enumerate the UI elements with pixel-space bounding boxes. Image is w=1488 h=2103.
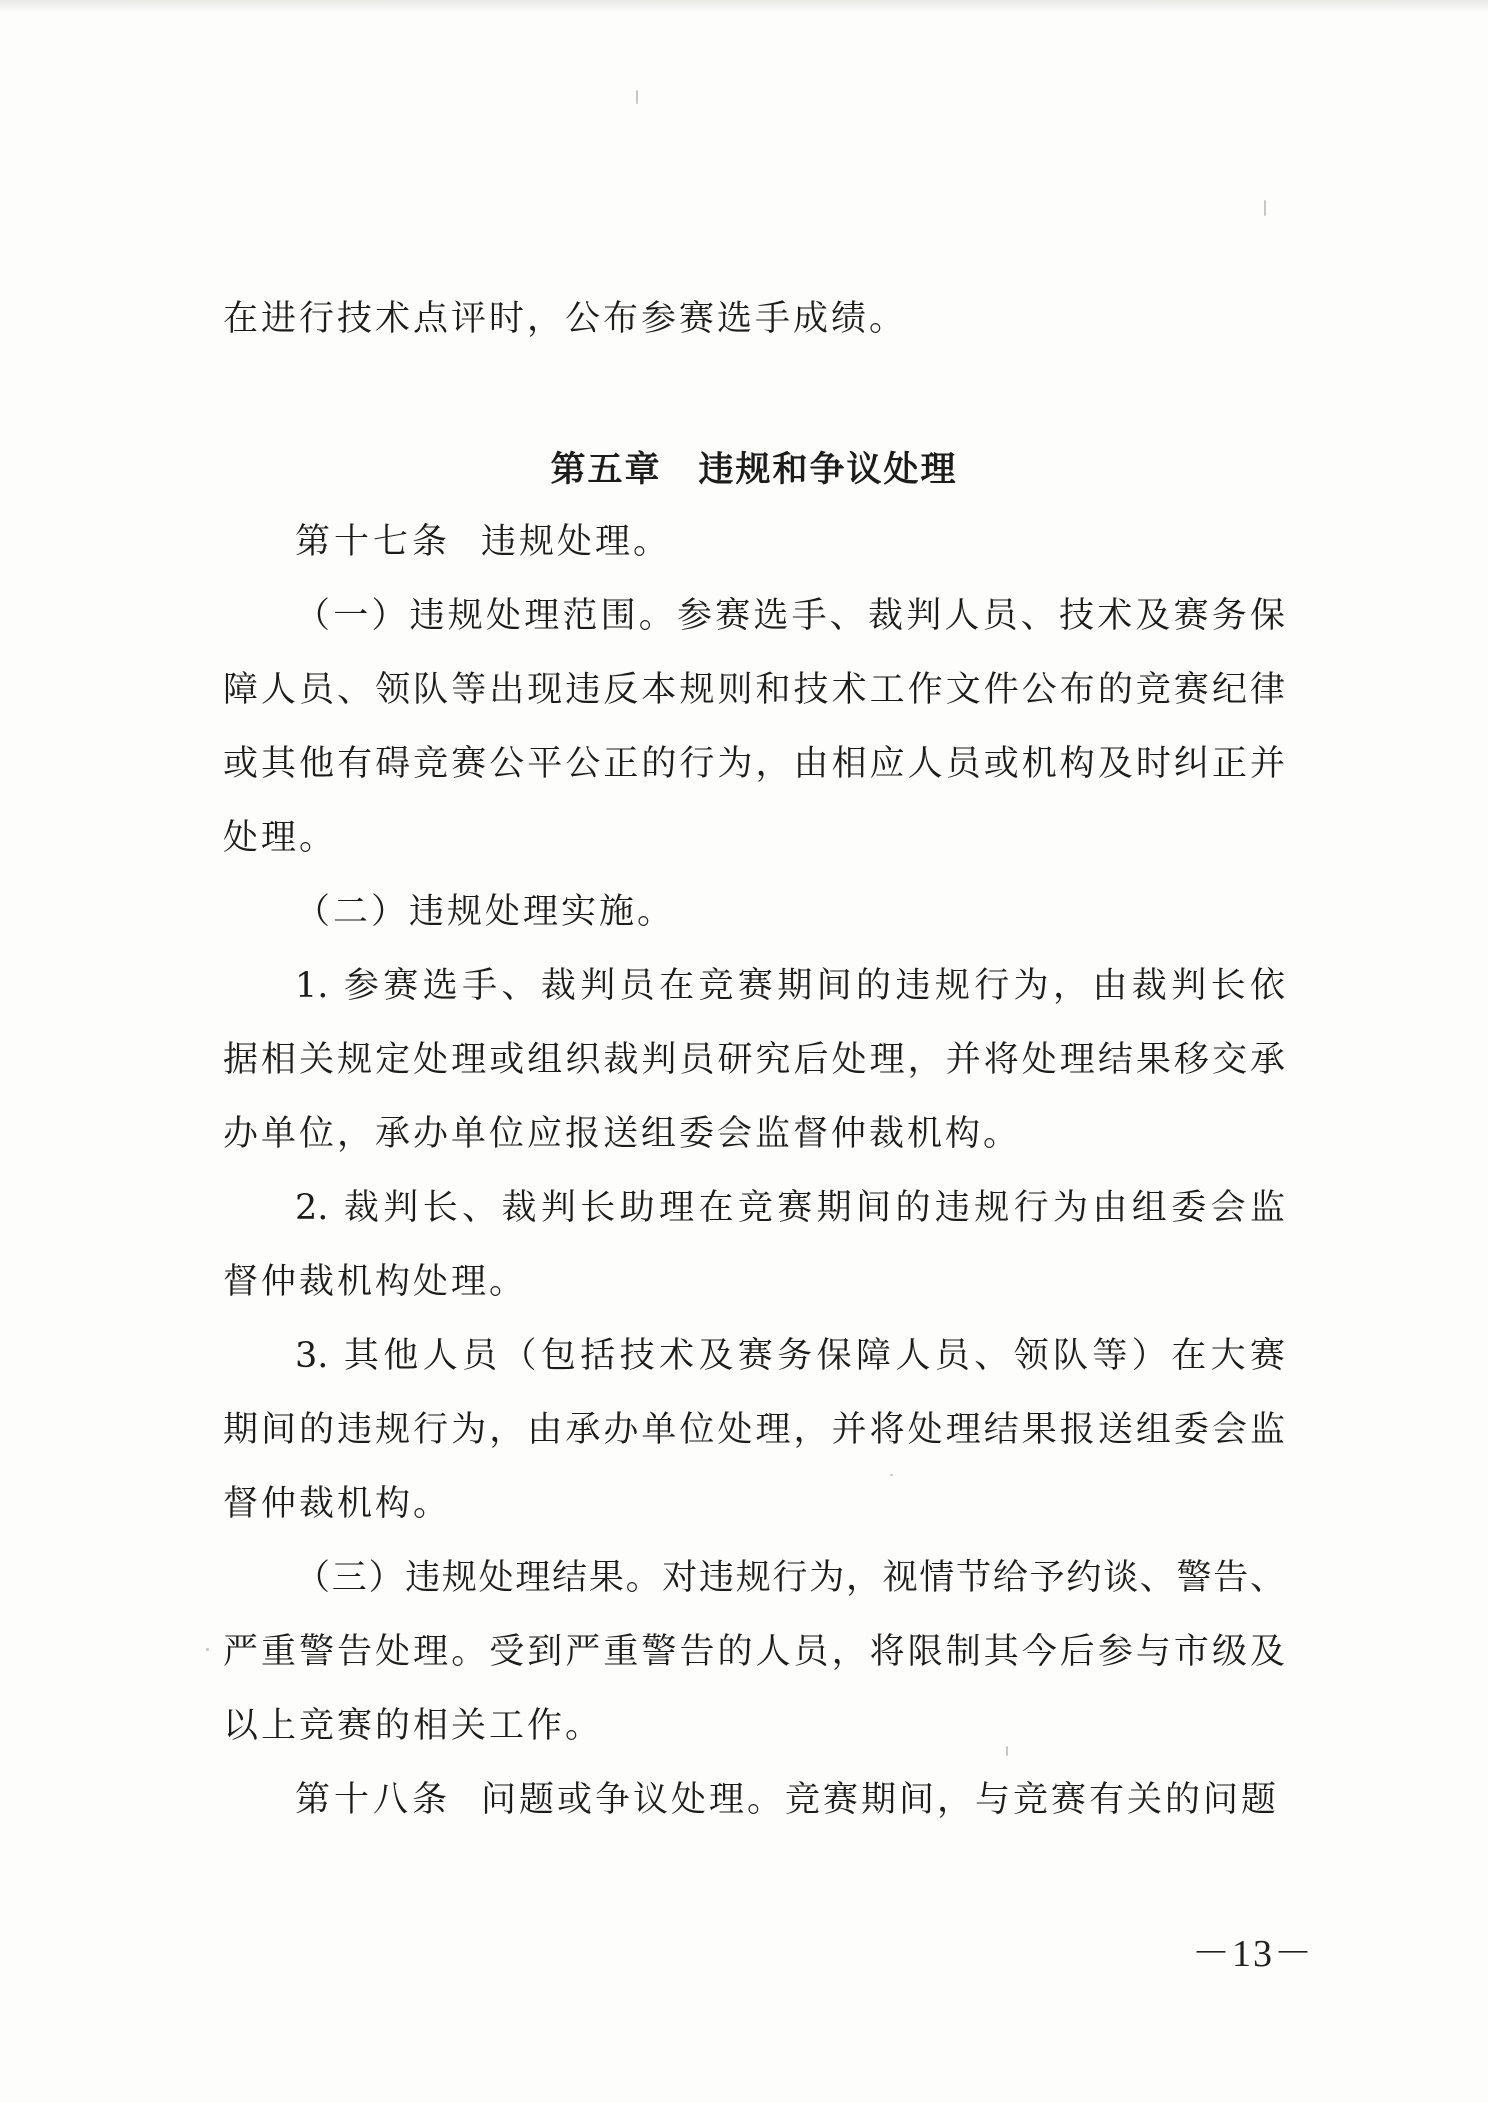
- paragraph-line: 或其他有碍竞赛公平公正的行为，由相应人员或机构及时纠正并: [223, 744, 1285, 784]
- paragraph-line: （一）违规处理范围。参赛选手、裁判人员、技术及赛务保: [295, 596, 1285, 636]
- section-heading: （二）违规处理实施。: [295, 892, 676, 932]
- scan-speck: [1006, 1746, 1008, 1756]
- paragraph-line: 1. 参赛选手、裁判员在竞赛期间的违规行为，由裁判长依: [295, 966, 1285, 1006]
- article-title: 违规处理。: [481, 522, 672, 562]
- scan-speck: [1264, 200, 1266, 216]
- paragraph-line: 以上竞赛的相关工作。: [223, 1706, 604, 1746]
- paragraph-line: 处理。: [223, 818, 338, 858]
- paragraph-line: 督仲裁机构处理。: [223, 1262, 528, 1302]
- paragraph-line: 办单位，承办单位应报送组委会监督仲裁机构。: [223, 1114, 1022, 1154]
- scan-edge: [0, 0, 1488, 14]
- chapter-heading: 第五章 违规和争议处理: [550, 450, 958, 490]
- scan-speck: [206, 1648, 209, 1651]
- article-number: 第十八条: [295, 1780, 452, 1820]
- continuation-line: 在进行技术点评时，公布参赛选手成绩。: [223, 299, 908, 339]
- paragraph-line: 障人员、领队等出现违反本规则和技术工作文件公布的竞赛纪律: [223, 670, 1285, 710]
- article-text: 问题或争议处理。竞赛期间，与竞赛有关的问题: [481, 1780, 1280, 1820]
- page-number: －13－: [1192, 1933, 1315, 1975]
- scan-speck: [890, 1474, 893, 1476]
- paragraph-line: 3. 其他人员（包括技术及赛务保障人员、领队等）在大赛: [295, 1336, 1285, 1376]
- article-number: 第十七条: [295, 522, 452, 562]
- article-18: [295, 1778, 1279, 1822]
- paragraph-line: 2. 裁判长、裁判长助理在竞赛期间的违规行为由组委会监: [295, 1188, 1285, 1228]
- paragraph-line: 期间的违规行为，由承办单位处理，并将处理结果报送组委会监: [223, 1410, 1285, 1450]
- scan-speck: [636, 90, 638, 104]
- paragraph-line: 据相关规定处理或组织裁判员研究后处理，并将处理结果移交承: [223, 1040, 1285, 1080]
- paragraph-line: （三）违规处理结果。对违规行为，视情节给予约谈、警告、: [295, 1558, 1285, 1598]
- paragraph-line: 严重警告处理。受到严重警告的人员，将限制其今后参与市级及: [223, 1632, 1285, 1672]
- article-17: [295, 520, 671, 564]
- paragraph-line: 督仲裁机构。: [223, 1484, 452, 1524]
